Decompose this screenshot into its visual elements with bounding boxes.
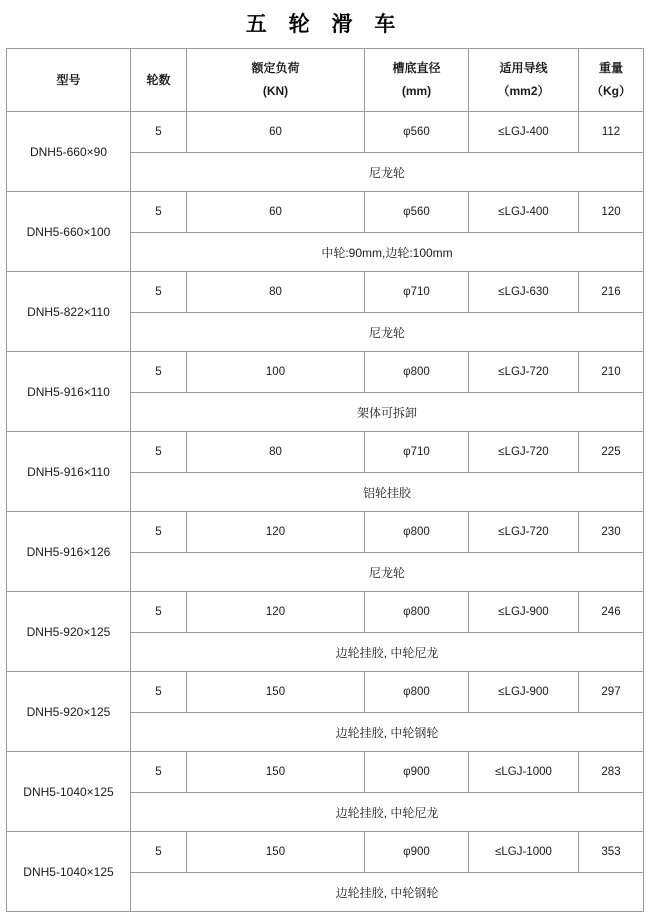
cell-load: 150 [187,832,365,873]
specification-table [6,48,644,912]
column-header-wire-line2: （mm2） [497,84,550,98]
cell-load: 80 [187,272,365,313]
cell-groove: φ560 [365,112,469,153]
column-header-weight-line1: 重量 [598,61,623,76]
cell-weight: 120 [579,192,644,233]
cell-wire: ≤LGJ-720 [469,352,579,393]
cell-wire: ≤LGJ-720 [469,512,579,553]
column-header-model [7,49,131,112]
cell-load: 120 [187,512,365,553]
cell-wheels: 5 [131,832,187,873]
cell-note: 边轮挂胶, 中轮钢轮 [131,713,644,752]
cell-wire: ≤LGJ-900 [469,672,579,713]
cell-model: DNH5-916×126 [7,512,131,592]
cell-model: DNH5-1040×125 [7,752,131,832]
cell-load: 120 [187,592,365,633]
cell-wheels: 5 [131,432,187,473]
cell-weight: 210 [579,352,644,393]
table-header-row [7,49,644,112]
cell-note: 边轮挂胶, 中轮尼龙 [131,793,644,832]
cell-weight: 225 [579,432,644,473]
cell-load: 60 [187,112,365,153]
cell-weight: 353 [579,832,644,873]
cell-model: DNH5-660×100 [7,192,131,272]
column-header-wire [469,49,579,112]
cell-note: 架体可拆卸 [131,393,644,432]
cell-weight: 230 [579,512,644,553]
cell-groove: φ800 [365,352,469,393]
cell-model: DNH5-660×90 [7,112,131,192]
cell-wire: ≤LGJ-630 [469,272,579,313]
cell-wheels: 5 [131,512,187,553]
cell-weight: 216 [579,272,644,313]
cell-model: DNH5-920×125 [7,672,131,752]
column-header-groove-line1: 槽底直径 [392,61,441,76]
cell-weight: 112 [579,112,644,153]
cell-weight: 246 [579,592,644,633]
cell-note: 尼龙轮 [131,153,644,192]
cell-wheels: 5 [131,672,187,713]
table-row [7,432,644,473]
table-row [7,752,644,793]
table-header [7,49,644,112]
column-header-groove [365,49,469,112]
cell-model: DNH5-1040×125 [7,832,131,912]
cell-groove: φ800 [365,512,469,553]
cell-groove: φ710 [365,432,469,473]
table-row [7,272,644,313]
cell-groove: φ900 [365,832,469,873]
cell-note: 中轮:90mm,边轮:100mm [131,233,644,272]
cell-groove: φ800 [365,592,469,633]
cell-wheels: 5 [131,752,187,793]
table-row [7,672,644,713]
column-header-load [187,49,365,112]
table-body [7,112,644,912]
cell-wheels: 5 [131,352,187,393]
table-row [7,192,644,233]
column-header-groove-line2: (mm) [401,84,432,98]
table-row [7,112,644,153]
page-title: 五 轮 滑 车 [245,13,404,36]
column-header-model-line1: 型号 [56,72,81,87]
table-row [7,832,644,873]
cell-wire: ≤LGJ-400 [469,112,579,153]
cell-wheels: 5 [131,272,187,313]
cell-wire: ≤LGJ-1000 [469,832,579,873]
cell-wheels: 5 [131,192,187,233]
cell-model: DNH5-916×110 [7,352,131,432]
cell-note: 边轮挂胶, 中轮尼龙 [131,633,644,672]
column-header-load-line1: 额定负荷 [251,61,300,76]
cell-wheels: 5 [131,592,187,633]
cell-model: DNH5-916×110 [7,432,131,512]
cell-wire: ≤LGJ-900 [469,592,579,633]
cell-groove: φ710 [365,272,469,313]
column-header-wire-line1: 适用导线 [499,61,548,76]
cell-groove: φ560 [365,192,469,233]
cell-wire: ≤LGJ-720 [469,432,579,473]
column-header-wheels [131,49,187,112]
cell-load: 60 [187,192,365,233]
cell-wire: ≤LGJ-400 [469,192,579,233]
cell-note: 尼龙轮 [131,553,644,592]
cell-load: 150 [187,752,365,793]
cell-load: 150 [187,672,365,713]
cell-groove: φ900 [365,752,469,793]
cell-weight: 297 [579,672,644,713]
table-row [7,512,644,553]
cell-wheels: 5 [131,112,187,153]
cell-weight: 283 [579,752,644,793]
cell-model: DNH5-920×125 [7,592,131,672]
cell-note: 铝轮挂胶 [131,473,644,512]
column-header-weight [579,49,644,112]
column-header-weight-line2: （Kg） [591,84,631,98]
column-header-load-line2: (KN) [262,84,289,98]
cell-model: DNH5-822×110 [7,272,131,352]
table-row [7,592,644,633]
cell-groove: φ800 [365,672,469,713]
cell-note: 边轮挂胶, 中轮钢轮 [131,873,644,912]
cell-wire: ≤LGJ-1000 [469,752,579,793]
column-header-wheels-line1: 轮数 [146,72,171,87]
cell-load: 80 [187,432,365,473]
cell-load: 100 [187,352,365,393]
cell-note: 尼龙轮 [131,313,644,352]
table-row [7,352,644,393]
